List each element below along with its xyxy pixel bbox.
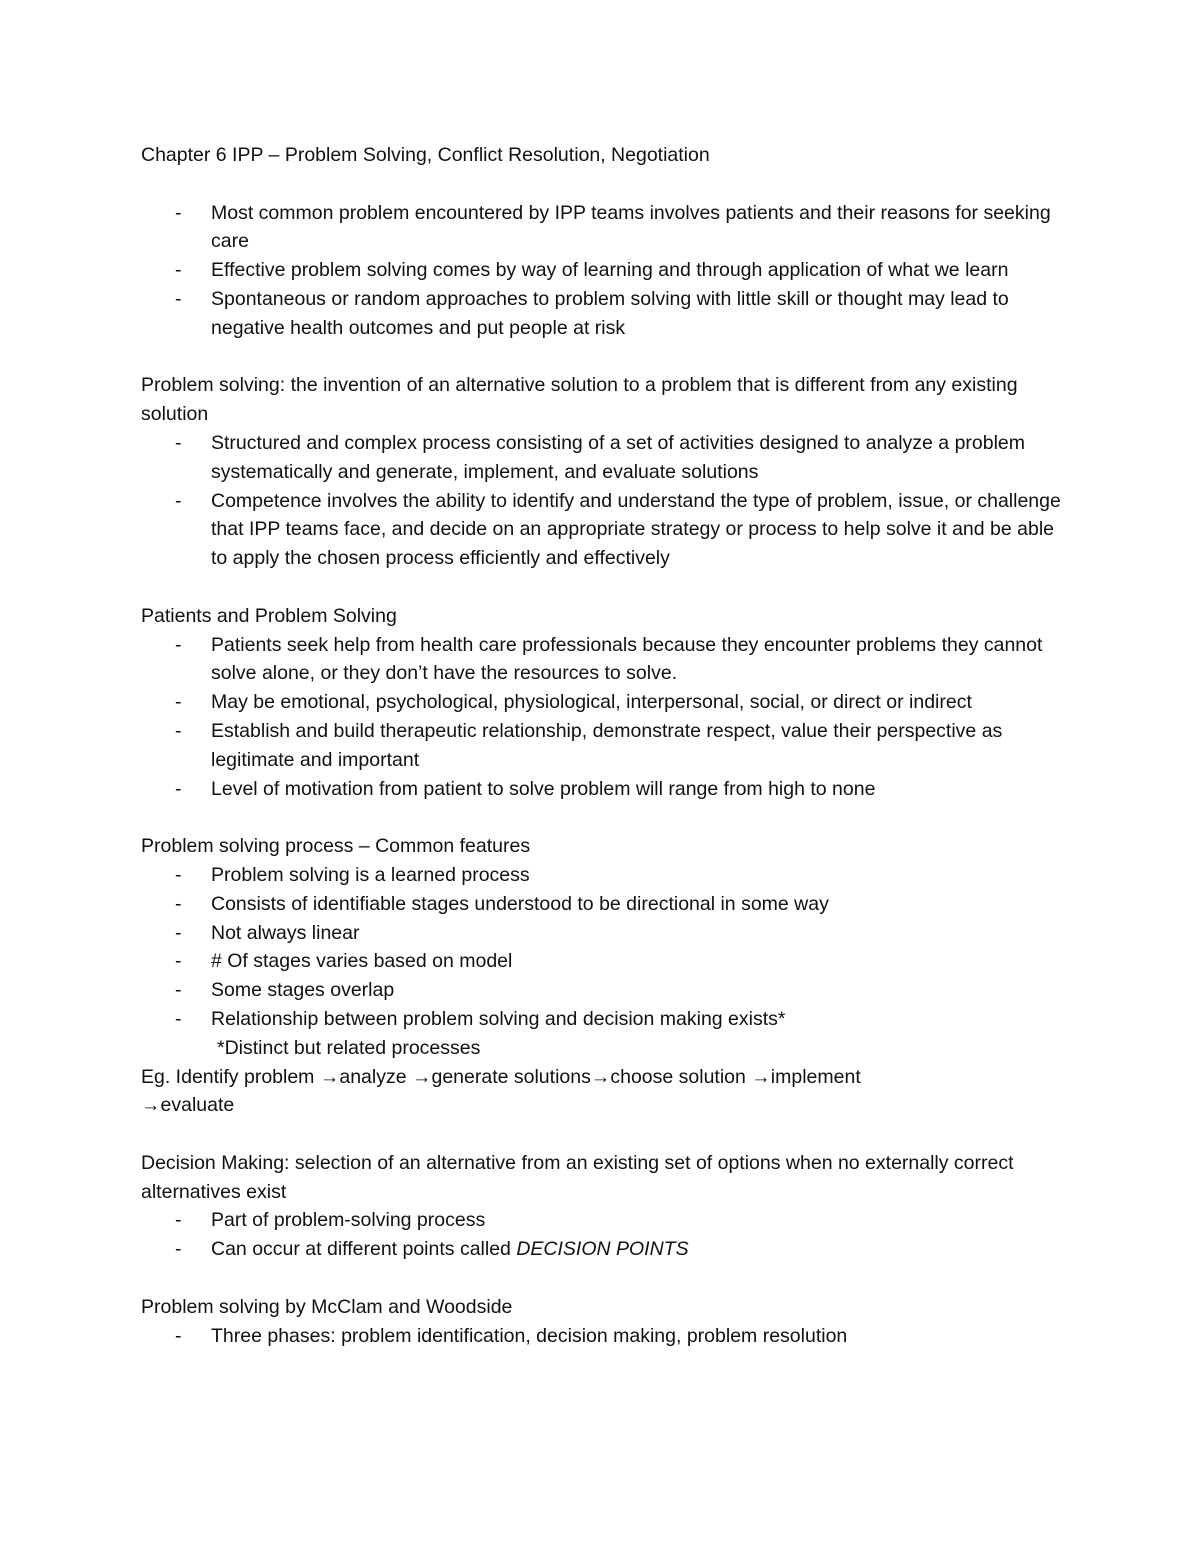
list-item bbox=[141, 1235, 1071, 1264]
spacer bbox=[141, 170, 1071, 199]
mcclam-heading: Problem solving by McClam and Woodside bbox=[141, 1295, 513, 1318]
document-title: Chapter 6 IPP – Problem Solving, Conflict Resolution, Negotiation bbox=[141, 144, 710, 166]
list-item: - Not always linear bbox=[141, 919, 1071, 948]
decision-making-list bbox=[141, 1206, 1071, 1264]
list-item: - Level of motivation from patient to solve problem will range from high to none bbox=[141, 775, 1071, 804]
list-item: - Most common problem encountered by IPP teams involves patients and their reasons for seeking care bbox=[141, 199, 1071, 257]
document-page bbox=[141, 141, 1071, 1350]
example-step: generate solutions bbox=[431, 1065, 591, 1088]
arrow-icon: → bbox=[751, 1065, 771, 1088]
patients-heading: Patients and Problem Solving bbox=[141, 604, 397, 627]
spacer bbox=[141, 1264, 1071, 1293]
process-list bbox=[141, 861, 1071, 1034]
decision-points-prefix: Can occur at different points called bbox=[211, 1238, 517, 1261]
patients-list bbox=[141, 631, 1071, 804]
list-item: - Patients seek help from health care professionals because they encounter problems they cannot solve alone, or they don’t have the resources to solve. bbox=[141, 631, 1071, 689]
list-item: - # Of stages varies based on model bbox=[141, 947, 1071, 976]
decision-points-term: DECISION POINTS bbox=[516, 1238, 689, 1261]
spacer bbox=[141, 1120, 1071, 1149]
list-item: - Competence involves the ability to identify and understand the type of problem, issue, or challenge that IPP teams face, and decide on an appropriate strategy or process to help solve it and be able to apply the chosen process efficiently and effectively bbox=[141, 487, 1071, 573]
arrow-icon: → bbox=[319, 1065, 340, 1088]
list-item: - Effective problem solving comes by way of learning and through application of what we learn bbox=[141, 256, 1071, 285]
example-prefix: Eg. Identify problem bbox=[141, 1065, 320, 1088]
list-item: - Structured and complex process consisting of a set of activities designed to analyze a problem systematically and generate, implement, and evaluate solutions bbox=[141, 429, 1071, 487]
problem-solving-heading: Problem solving: the invention of an alternative solution to a problem that is different from any existing solution bbox=[141, 374, 1018, 426]
arrow-icon: → bbox=[590, 1065, 611, 1088]
example-step: analyze bbox=[339, 1065, 412, 1088]
arrow-icon: → bbox=[411, 1065, 432, 1088]
list-item: - Some stages overlap bbox=[141, 976, 1071, 1005]
example-step: choose solution bbox=[610, 1065, 752, 1088]
spacer bbox=[141, 573, 1071, 602]
example-step: evaluate bbox=[160, 1094, 235, 1117]
list-item: - Spontaneous or random approaches to problem solving with little skill or thought may lead to negative health outcomes and put people at risk bbox=[141, 285, 1071, 343]
spacer bbox=[141, 803, 1071, 832]
problem-solving-list bbox=[141, 429, 1071, 573]
example-step: implement bbox=[770, 1065, 861, 1088]
intro-list bbox=[141, 199, 1071, 343]
process-example bbox=[141, 1063, 1071, 1121]
process-heading: Problem solving process – Common features bbox=[141, 835, 531, 858]
mcclam-list bbox=[141, 1322, 1071, 1351]
list-item: - Establish and build therapeutic relationship, demonstrate respect, value their perspective as legitimate and important bbox=[141, 717, 1071, 775]
list-item: - Three phases: problem identification, decision making, problem resolution bbox=[141, 1322, 1071, 1351]
arrow-icon: → bbox=[141, 1094, 161, 1117]
decision-making-heading: Decision Making: selection of an alternative from an existing set of options when no externally correct alternatives exist bbox=[141, 1151, 1014, 1203]
list-item: - Problem solving is a learned process bbox=[141, 861, 1071, 890]
list-item: - Part of problem-solving process bbox=[141, 1206, 1071, 1235]
process-note: *Distinct but related processes bbox=[217, 1036, 481, 1059]
list-item: - May be emotional, psychological, physiological, interpersonal, social, or direct or indirect bbox=[141, 688, 1071, 717]
list-item: - Consists of identifiable stages understood to be directional in some way bbox=[141, 890, 1071, 919]
list-item: - Relationship between problem solving and decision making exists* bbox=[141, 1005, 1071, 1034]
spacer bbox=[141, 343, 1071, 372]
